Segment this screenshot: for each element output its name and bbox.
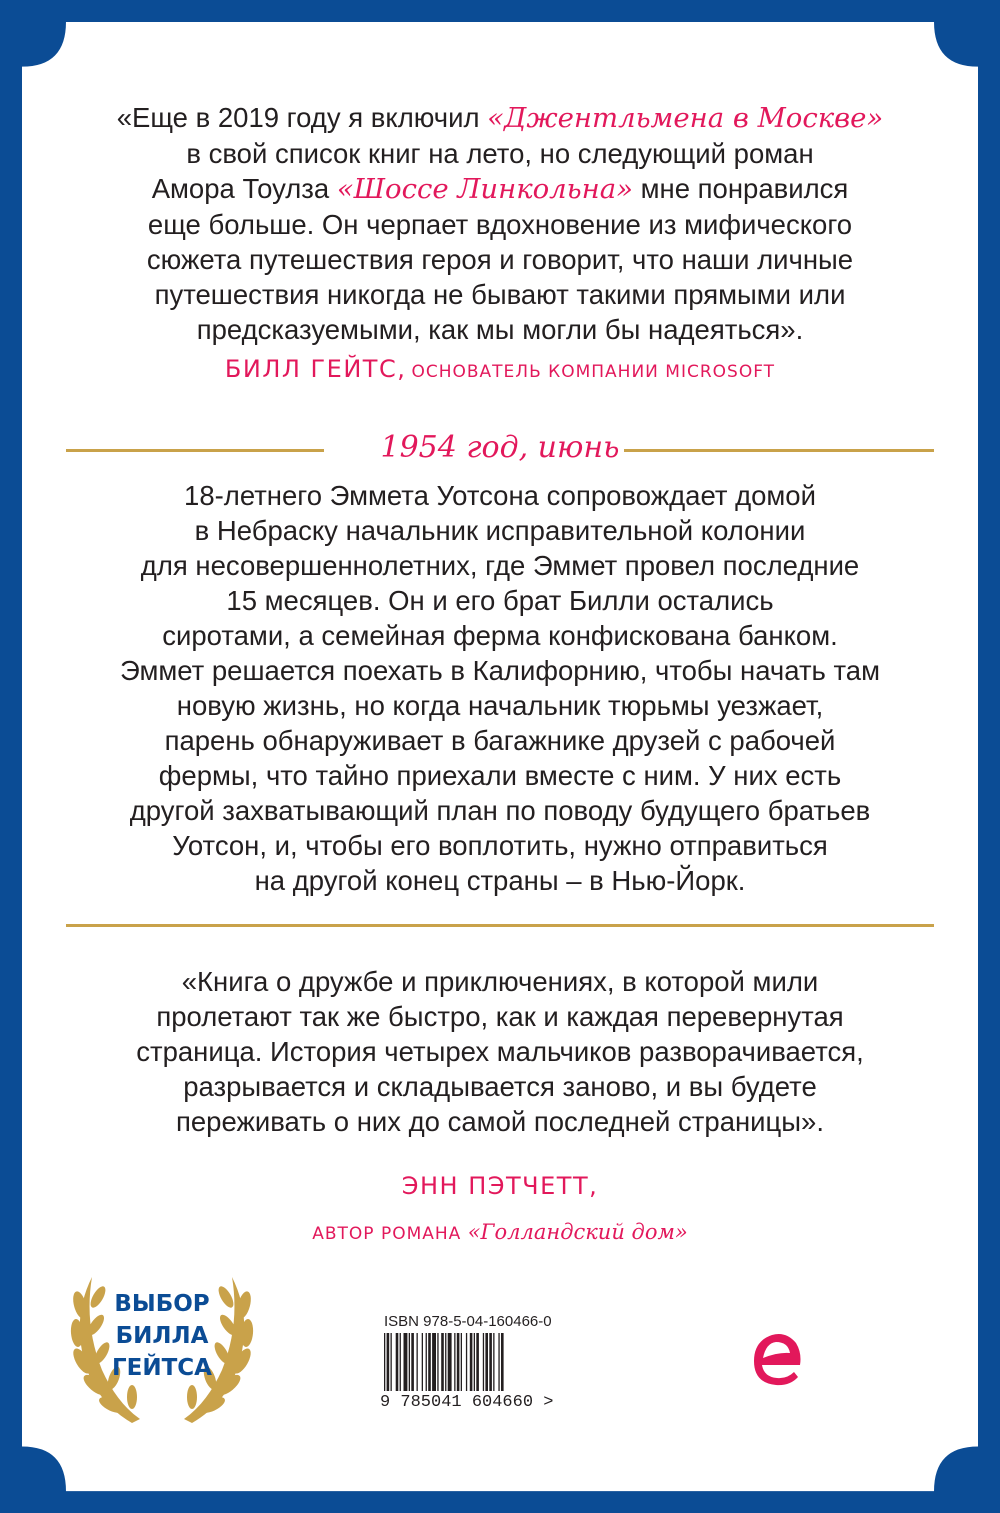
- quote-line: в свой список книг на лето, но следующий роман: [186, 138, 814, 169]
- book-title-gentleman: «Джентльмена в Москве»: [487, 102, 884, 134]
- barcode-icon: [384, 1333, 564, 1393]
- isbn-label: ISBN 978-5-04-160466-0: [384, 1313, 552, 1330]
- quote1-attribution: [60, 355, 940, 383]
- synopsis-line: 18-летнего Эммета Уотсона сопровождает домой: [184, 480, 816, 511]
- badge-line: ВЫБОР: [114, 1291, 210, 1317]
- quote-line: предсказуемыми, как мы могли бы надеяться».: [196, 314, 804, 345]
- synopsis-line: для несовершеннолетних, где Эммет провел последние: [140, 550, 860, 581]
- quote-line: еще больше. Он черпает вдохновение из мифического: [147, 209, 853, 240]
- quote-line: «Еще в 2019 году я включил «Джентльмена в Москве»: [116, 102, 884, 134]
- badge-line: БИЛЛА: [115, 1323, 209, 1349]
- quote-line: «Книга о дружбе и приключениях, в которой мили: [181, 966, 819, 997]
- quote-line: путешествия никогда не бывают такими прямыми или: [154, 279, 846, 310]
- section-date-heading: 1954 год, июнь: [380, 430, 620, 465]
- gold-divider-full: [66, 924, 934, 927]
- gold-divider-right: [624, 449, 934, 452]
- book-title-dutch-house: «Голландский дом»: [467, 1220, 688, 1244]
- bill-gates-choice-badge: [62, 1288, 262, 1384]
- ann-patchett-quote: [60, 964, 940, 1139]
- synopsis-line: другой захватывающий план по поводу будущего братьев: [129, 795, 871, 826]
- quote-line: сюжета путешествия героя и говорит, что наши личные: [146, 244, 854, 275]
- quote-line: разрывается и складывается заново, и вы будете: [183, 1071, 817, 1102]
- quote2-author-name: ЭНН ПЭТЧЕТТ,: [401, 1172, 599, 1200]
- barcode-digits: 9 785041 604660 >: [380, 1393, 554, 1412]
- synopsis-line: фермы, что тайно приехали вместе с ним. У них есть: [158, 760, 842, 791]
- quote2-author-role: АВТОР РОМАНА: [312, 1224, 468, 1244]
- quote2-attribution: [60, 1220, 940, 1244]
- book-title-lincoln-highway: «Шоссе Линкольна»: [336, 173, 633, 205]
- badge-line: ГЕЙТСА: [112, 1355, 212, 1381]
- synopsis-line: на другой конец страны – в Нью-Йорк.: [254, 865, 746, 896]
- synopsis-line: парень обнаруживает в багажнике друзей с рабочей: [164, 725, 836, 756]
- gold-divider-left: [66, 449, 324, 452]
- synopsis-line: в Небраску начальник исправительной колонии: [194, 515, 806, 546]
- synopsis-line: 15 месяцев. Он и его брат Билли остались: [226, 585, 774, 616]
- quote1-author-name: БИЛЛ ГЕЙТС,: [224, 355, 407, 383]
- quote-line: переживать о них до самой последней страницы».: [175, 1106, 824, 1137]
- quote2-author-name-wrap: [60, 1172, 940, 1200]
- quote-line: Амора Тоулза «Шоссе Линкольна» мне понравился: [151, 173, 849, 205]
- quote-line: пролетают так же быстро, как и каждая перевернутая: [156, 1001, 844, 1032]
- quote1-author-role: ОСНОВАТЕЛЬ КОМПАНИИ MICROSOFT: [411, 362, 776, 382]
- bill-gates-quote: [60, 100, 940, 347]
- publisher-logo-icon: [742, 1325, 812, 1395]
- synopsis-line: Эммет решается поехать в Калифорнию, чтобы начать там: [120, 655, 880, 686]
- quote-line: страница. История четырех мальчиков разворачивается,: [136, 1036, 864, 1067]
- synopsis: [60, 478, 940, 898]
- synopsis-line: Уотсон, и, чтобы его воплотить, нужно отправиться: [172, 830, 828, 861]
- synopsis-line: сиротами, а семейная ферма конфискована банком.: [162, 620, 838, 651]
- synopsis-line: новую жизнь, но когда начальник тюрьмы уезжает,: [176, 690, 824, 721]
